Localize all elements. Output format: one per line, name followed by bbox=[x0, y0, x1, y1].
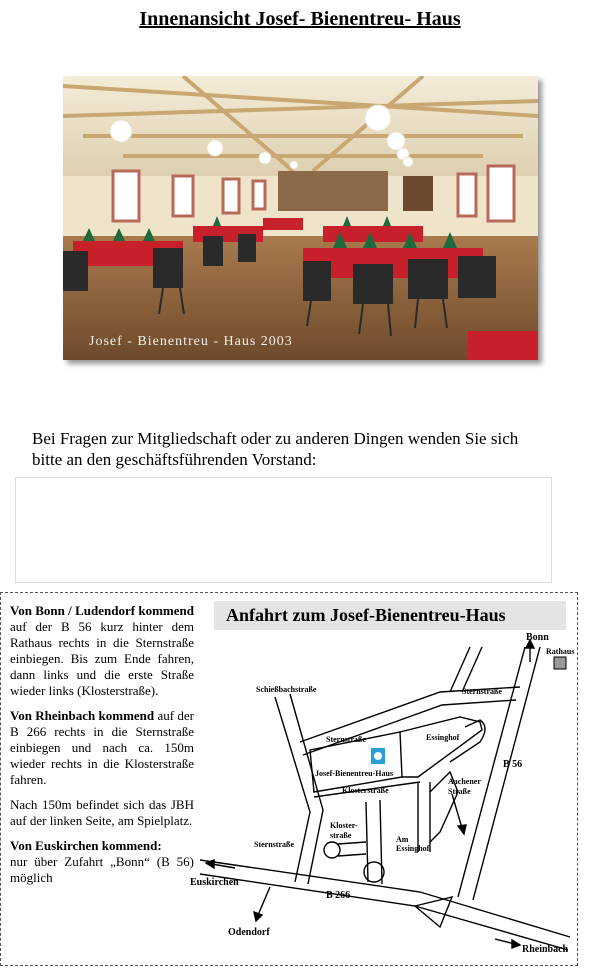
label-aachener-2: Straße bbox=[448, 787, 471, 796]
label-rathaus: Rathaus bbox=[546, 647, 575, 656]
house-icon-center bbox=[374, 752, 382, 760]
label-am-essinghof-2: Essinghof bbox=[396, 844, 430, 853]
road-b56-a bbox=[458, 647, 525, 897]
label-rheinbach: Rheinbach bbox=[522, 944, 569, 955]
block-essinghof bbox=[400, 717, 482, 777]
road-b266-a bbox=[200, 860, 570, 937]
directions-rheinbach bbox=[10, 708, 194, 788]
road-kloster-c bbox=[380, 800, 382, 884]
label-kloster-2: straße bbox=[330, 831, 352, 840]
road-stern-top-b bbox=[303, 700, 516, 755]
directions-euskirchen-body: nur über Zufahrt „Bonn“ (B 56) möglich bbox=[10, 854, 194, 885]
label-essinghof: Essinghof bbox=[426, 733, 460, 742]
culdesac-bottom bbox=[364, 862, 384, 882]
label-schiessbach: Schießbachstraße bbox=[256, 685, 317, 694]
label-euskirchen: Euskirchen bbox=[190, 877, 239, 888]
label-stern-mid: Sternstraße bbox=[326, 735, 366, 744]
map-title: Anfahrt zum Josef-Bienentreu-Haus bbox=[214, 601, 566, 630]
road-culdesac-b bbox=[338, 854, 366, 856]
label-jbh: Josef-Bienentreu-Haus bbox=[315, 769, 394, 778]
directions-bonn-body: auf der B 56 kurz hinter dem Rathaus rechts in die Sternstraße einbiegen. Bis zum Ende fahren, dann links und die erste Straße wieder links (Klosterstraße). bbox=[10, 619, 194, 698]
road-schiessbach-a bbox=[275, 697, 310, 882]
label-klosterstrasse: Klosterstraße bbox=[342, 786, 389, 795]
road-culdesac-a bbox=[338, 842, 366, 844]
contact-text: Bei Fragen zur Mitgliedschaft oder zu anderen Dingen wenden Sie sich bitte an den geschäftsführenden Vorstand: bbox=[32, 429, 519, 469]
route-map bbox=[190, 632, 575, 957]
road-stern-north-b bbox=[462, 647, 482, 692]
road-schiessbach-b bbox=[290, 694, 323, 884]
label-bonn: Bonn bbox=[526, 632, 549, 643]
road-stern-north-a bbox=[450, 647, 470, 692]
label-aachener-1: Aachener bbox=[448, 777, 481, 786]
directions-bonn-heading: Von Bonn / Ludendorf kommend bbox=[10, 603, 194, 618]
label-b266: B 266 bbox=[326, 890, 351, 901]
contact-placeholder-box bbox=[15, 477, 552, 583]
road-kloster-b bbox=[366, 802, 368, 882]
directions-text bbox=[10, 603, 194, 895]
photo-caption: Josef - Bienentreu - Haus 2003 bbox=[89, 334, 293, 349]
directions-jbh: Nach 150m befindet sich das JBH auf der linken Seite, am Spielplatz. bbox=[10, 797, 194, 828]
label-odendorf: Odendorf bbox=[228, 927, 270, 938]
directions-bonn bbox=[10, 603, 194, 699]
directions-rheinbach-heading: Von Rheinbach kommend bbox=[10, 708, 155, 723]
label-stern-left: Sternstraße bbox=[254, 840, 294, 849]
directions-euskirchen bbox=[10, 838, 194, 886]
directions-euskirchen-heading: Von Euskirchen kommend: bbox=[10, 838, 162, 853]
label-am-essinghof-1: Am bbox=[396, 835, 409, 844]
road-b56-b bbox=[473, 647, 540, 900]
interior-photo-illustration bbox=[63, 76, 538, 360]
label-b56: B 56 bbox=[503, 759, 523, 770]
label-stern-top: Sternstraße bbox=[462, 687, 502, 696]
rathaus-marker bbox=[554, 657, 566, 669]
page-title: Innenansicht Josef- Bienentreu- Haus bbox=[139, 8, 461, 30]
culdesac-left bbox=[324, 842, 340, 858]
label-kloster-1: Kloster- bbox=[330, 821, 358, 830]
interior-photo bbox=[63, 76, 538, 360]
directions-rheinbach-body: auf der B 266 rechts in die Sternstraße einbiegen und nach ca. 150m wieder rechts in die Klosterstraße fahren. bbox=[10, 708, 194, 787]
